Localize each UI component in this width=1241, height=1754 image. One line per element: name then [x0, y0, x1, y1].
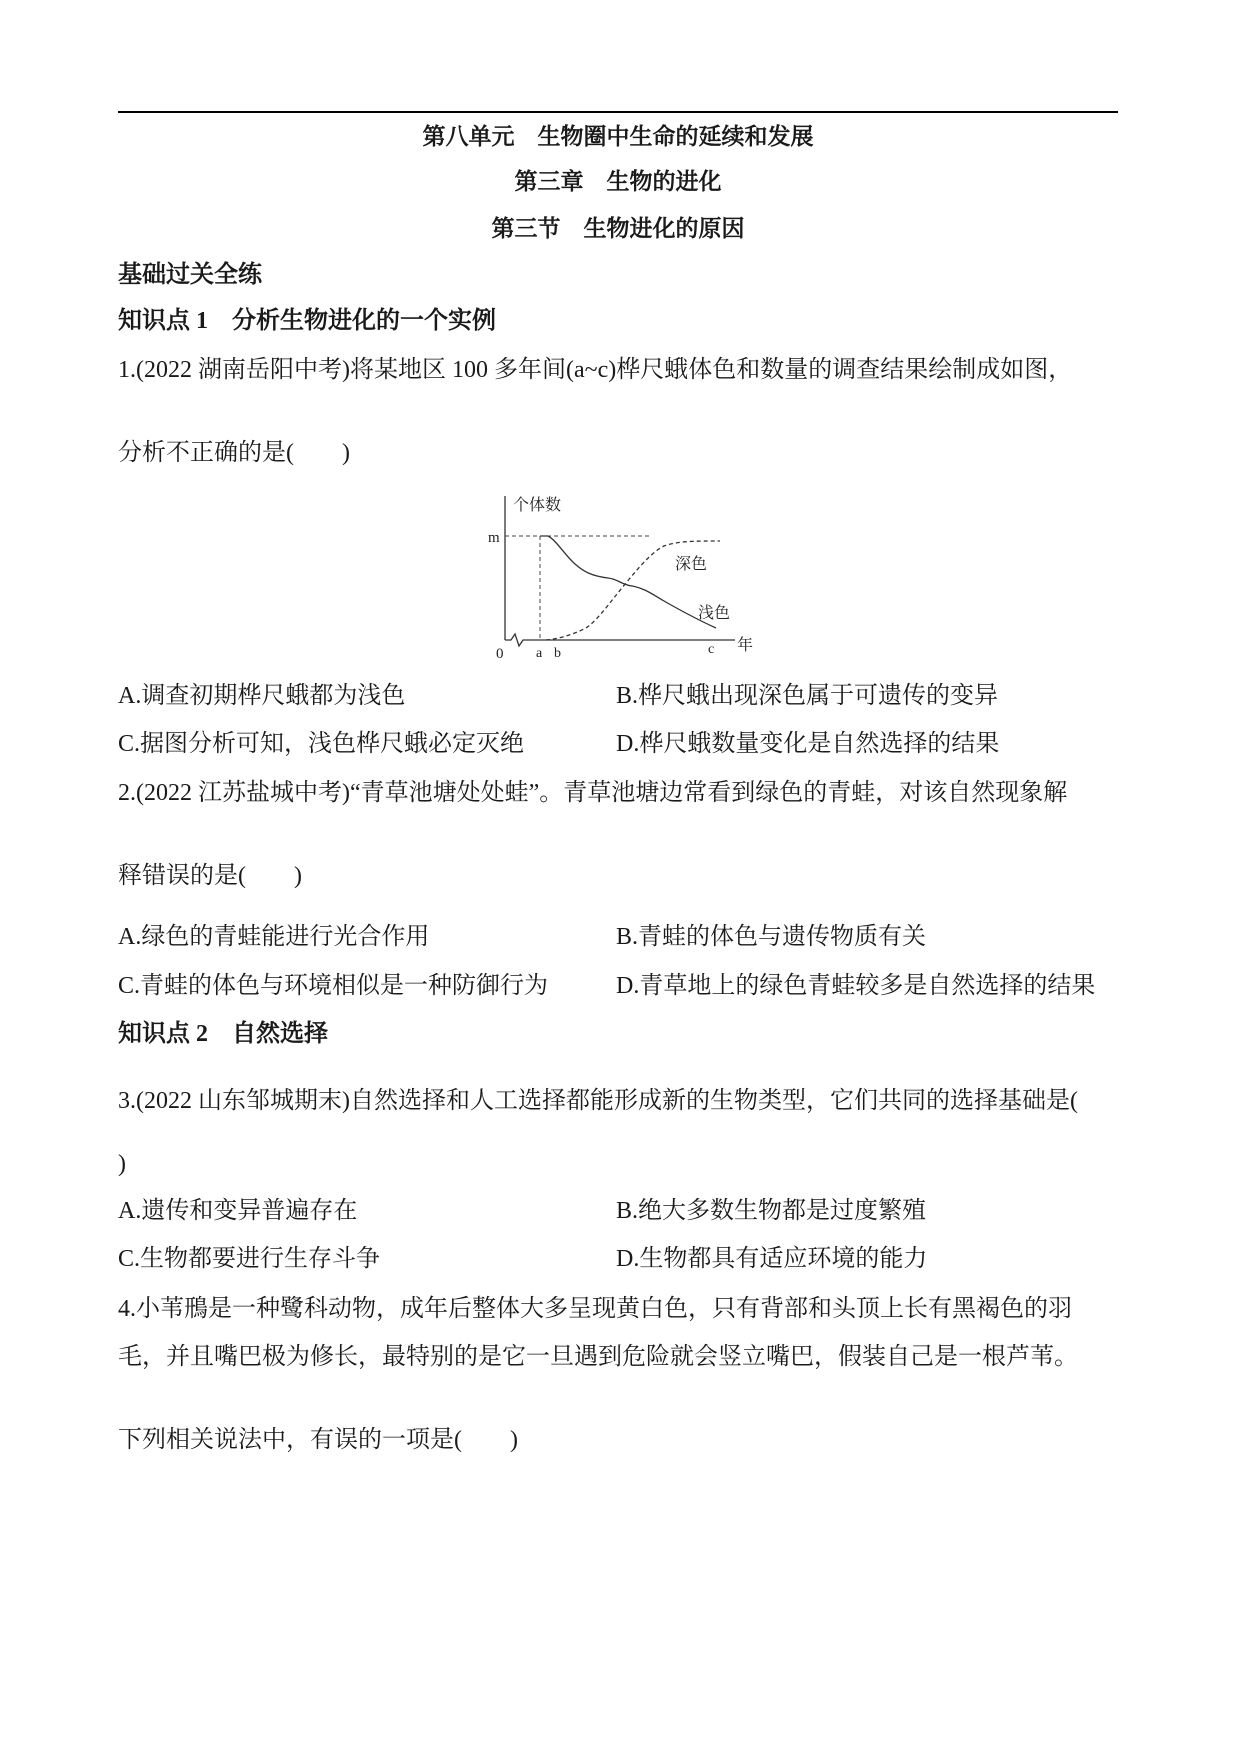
- question-1-option-c: C.据图分析可知，浅色桦尺蛾必定灭绝: [118, 731, 525, 757]
- question-2-stem-line-2: 释错误的是( ): [118, 863, 302, 889]
- series-light-label: 浅色: [698, 605, 731, 622]
- question-4-stem-line-2: 毛，并且嘴巴极为修长，最特别的是它一旦遇到危险就会竖立嘴巴，假装自己是一根芦苇。: [118, 1344, 1078, 1370]
- y-axis-label: 个体数: [513, 497, 562, 514]
- question-3-option-d: D.生物都具有适应环境的能力: [616, 1246, 928, 1272]
- y-tick-m: m: [488, 530, 500, 546]
- series-light-line: [540, 536, 716, 628]
- question-3-option-c: C.生物都要进行生存斗争: [118, 1246, 381, 1272]
- chapter-title: 第三章 生物的进化: [514, 169, 722, 194]
- unit-title: 第八单元 生物圈中生命的延续和发展: [422, 124, 814, 149]
- peppered-moth-chart: [480, 490, 770, 665]
- question-2-stem-line-1: 2.(2022 江苏盐城中考)“青草池塘处处蛙”。青草池塘边常看到绿色的青蛙，对该自然现象解: [118, 780, 1068, 806]
- question-2-option-d: D.青草地上的绿色青蛙较多是自然选择的结果: [616, 973, 1096, 999]
- question-3-stem-line-2: ): [118, 1151, 126, 1177]
- question-2-option-c: C.青蛙的体色与环境相似是一种防御行为: [118, 973, 549, 999]
- section-title: 第三节 生物进化的原因: [491, 216, 745, 241]
- question-1-stem-line-1: 1.(2022 湖南岳阳中考)将某地区 100 多年间(a~c)桦尺蛾体色和数量的调查结果绘制成如图，: [118, 357, 1073, 383]
- x-tick-c: c: [708, 642, 715, 657]
- topic-1-heading: 知识点 1 分析生物进化的一个实例: [118, 308, 496, 334]
- question-4-stem-line-1: 4.小苇鳽是一种鹭科动物，成年后整体大多呈现黄白色，只有背部和头顶上长有黑褐色的羽: [118, 1296, 1072, 1322]
- x-tick-a: a: [536, 646, 543, 661]
- question-1-option-d: D.桦尺蛾数量变化是自然选择的结果: [616, 731, 1000, 757]
- question-1-stem-line-2: 分析不正确的是( ): [118, 440, 350, 466]
- question-2-option-a: A.绿色的青蛙能进行光合作用: [118, 924, 430, 950]
- x-tick-b: b: [554, 646, 561, 661]
- question-2-option-b: B.青蛙的体色与遗传物质有关: [616, 924, 927, 950]
- origin-label: 0: [496, 646, 504, 662]
- part-title: 基础过关全练: [118, 262, 262, 288]
- question-3-stem-line-1: 3.(2022 山东邹城期末)自然选择和人工选择都能形成新的生物类型，它们共同的选择基础是(: [118, 1088, 1078, 1114]
- question-3-option-a: A.遗传和变异普遍存在: [118, 1198, 358, 1224]
- question-1-option-b: B.桦尺蛾出现深色属于可遗传的变异: [616, 683, 999, 709]
- x-axis-label: 年: [737, 637, 754, 654]
- top-rule: [118, 111, 1118, 113]
- topic-2-heading: 知识点 2 自然选择: [118, 1021, 328, 1047]
- question-1-option-a: A.调查初期桦尺蛾都为浅色: [118, 683, 406, 709]
- question-4-stem-line-3: 下列相关说法中，有误的一项是( ): [118, 1427, 518, 1453]
- series-dark-label: 深色: [675, 556, 708, 573]
- question-3-option-b: B.绝大多数生物都是过度繁殖: [616, 1198, 927, 1224]
